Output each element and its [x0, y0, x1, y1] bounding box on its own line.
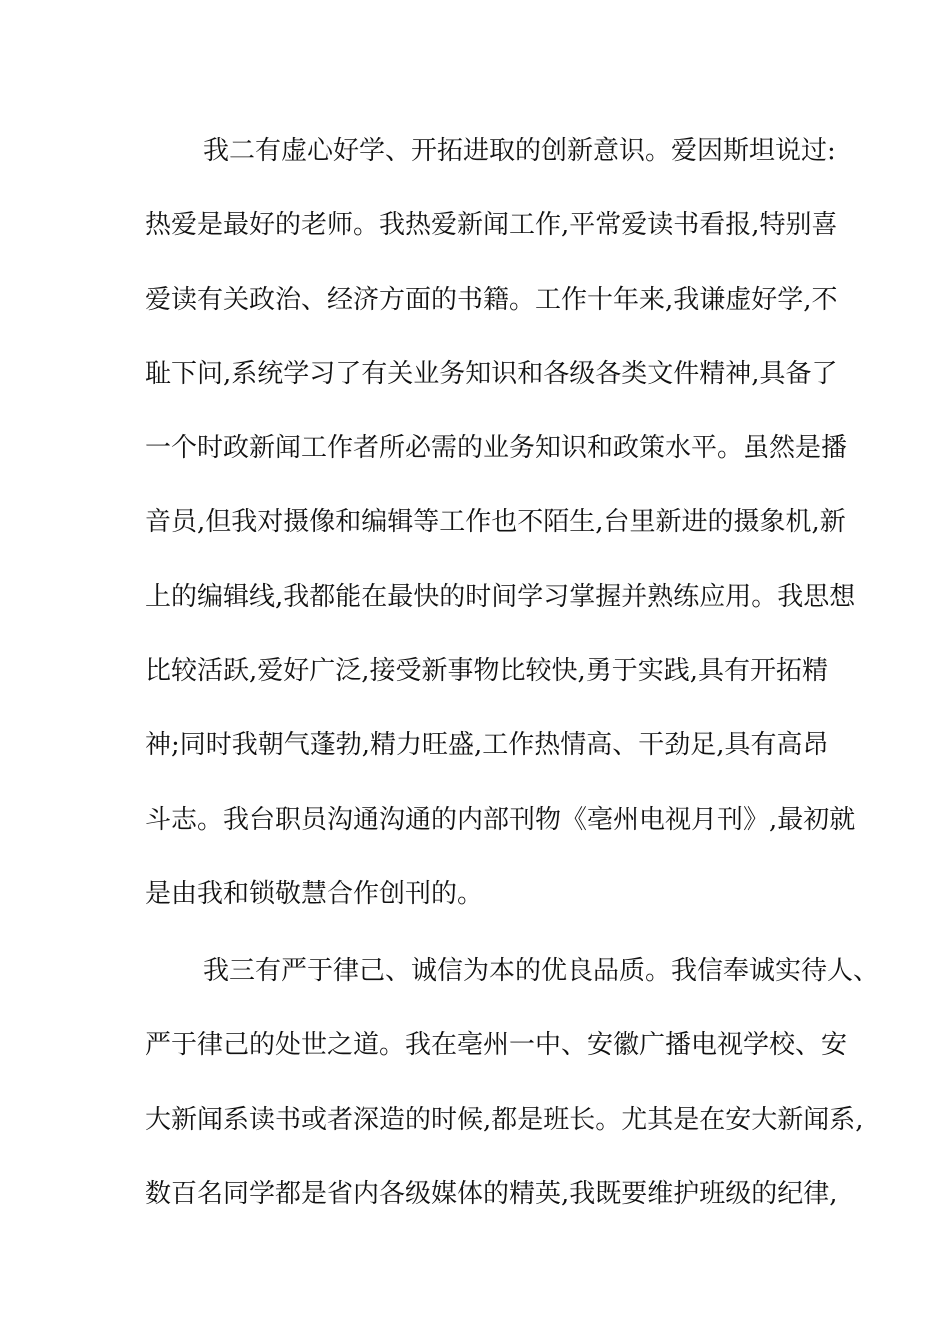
text-line: 音员,但我对摄像和编辑等工作也不陌生,台里新进的摄象机,新 — [145, 507, 846, 538]
text-line: 一个时政新闻工作者所必需的业务知识和政策水平。虽然是播 — [145, 433, 848, 464]
text-line: 斗志。我台职员沟通沟通的内部刊物《亳州电视月刊》,最初就 — [145, 804, 856, 835]
text-line: 上的编辑线,我都能在最快的时间学习掌握并熟练应用。我思想 — [145, 581, 856, 612]
text-line: 数百名同学都是省内各级媒体的精英,我既要维护班级的纪律, — [145, 1178, 838, 1209]
text-line: 神;同时我朝气蓬勃,精力旺盛,工作热情高、干劲足,具有高昂 — [145, 730, 829, 761]
text-line: 爱读有关政治、经济方面的书籍。工作十年来,我谦虚好学,不 — [145, 284, 838, 315]
text-line: 是由我和锁敬慧合作创刊的。 — [145, 878, 484, 909]
text-line: 严于律己的处世之道。我在亳州一中、安徽广播电视学校、安 — [145, 1030, 848, 1061]
text-line: 我二有虚心好学、开拓进取的创新意识。爱因斯坦说过: — [203, 136, 836, 166]
text-line: 大新闻系读书或者深造的时候,都是班长。尤其是在安大新闻系, — [145, 1104, 864, 1135]
text-line: 我三有严于律己、诚信为本的优良品质。我信奉诚实待人、 — [203, 956, 880, 986]
text-line: 热爱是最好的老师。我热爱新闻工作,平常爱读书看报,特别喜 — [145, 210, 838, 241]
text-line: 耻下问,系统学习了有关业务知识和各级各类文件精神,具备了 — [145, 358, 838, 389]
paragraph-integrity — [145, 956, 880, 1253]
text-line: 比较活跃,爱好广泛,接受新事物比较快,勇于实践,具有开拓精 — [145, 656, 829, 687]
paragraph-innovation — [145, 136, 856, 953]
